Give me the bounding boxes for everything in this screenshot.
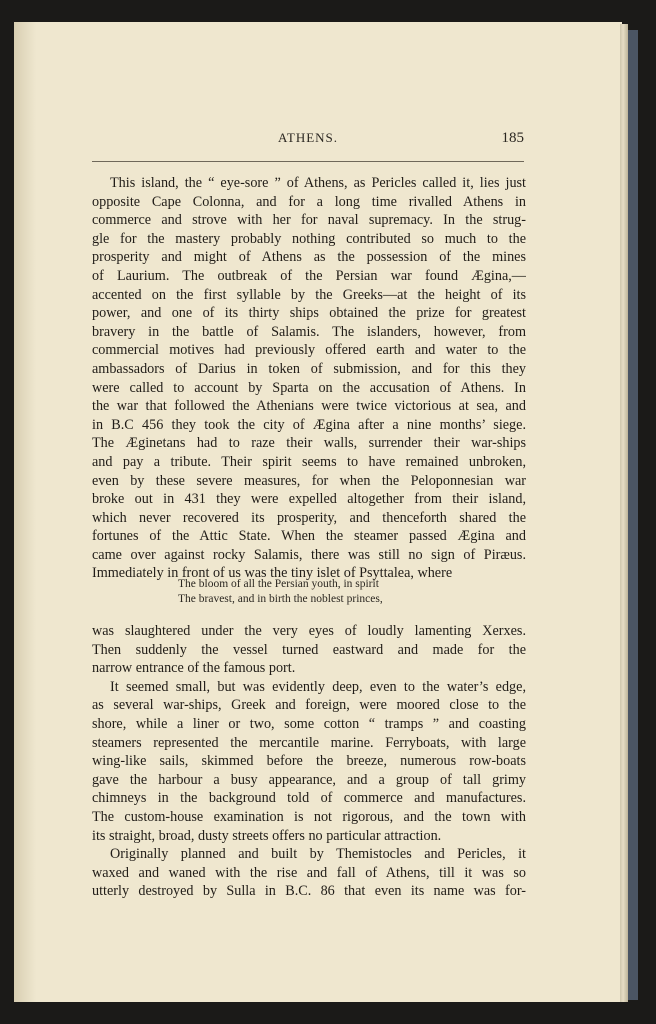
text-line: fortunes of the Attic State. When the steamer passed Ægina and: [92, 528, 526, 545]
text-line: Immediately in front of us was the tiny islet of Psyttalea, where: [92, 565, 453, 582]
text-line: came over against rocky Salamis, there was still no sign of Piræus.: [92, 546, 526, 563]
text-line: power, and one of its thirty ships obtained the prize for greatest: [92, 305, 526, 322]
text-line: was slaughtered under the very eyes of loudly lamenting Xerxes.: [92, 623, 526, 639]
text-line: of Laurium. The outbreak of the Persian war found Ægina,—: [92, 267, 526, 284]
text-line: ambassadors of Darius in token of submission, and for this they: [92, 360, 526, 377]
main-text-block-2: [92, 622, 526, 901]
text-line: steamers represented the mercantile marine. Ferryboats, with large: [92, 734, 526, 751]
text-line: The Æginetans had to raze their walls, surrender their war-ships: [92, 435, 526, 452]
text-line: even by these severe measures, for when the Peloponnesian war: [92, 472, 526, 489]
text-line: as several war-ships, Greek and foreign, were moored close to the: [92, 697, 526, 714]
text-line: This island, the “ eye-sore ” of Athens, as Pericles called it, lies just: [110, 175, 526, 191]
text-line: It seemed small, but was evidently deep, even to the water’s edge,: [110, 678, 526, 695]
page-edge: [620, 24, 628, 1002]
text-line: shore, while a liner or two, some cotton “ tramps ” and coasting: [92, 715, 526, 732]
text-line: were called to account by Sparta on the accusation of Athens. In: [92, 379, 526, 396]
running-header: [92, 130, 524, 150]
header-rule: [92, 161, 524, 162]
text-line: wing-like sails, skimmed before the breeze, numerous row-boats: [92, 753, 526, 770]
text-line: broke out in 431 they were expelled altogether from their island,: [92, 491, 526, 508]
book-cover-edge: [628, 30, 638, 1000]
text-line: Originally planned and built by Themistocles and Pericles, it: [110, 846, 526, 863]
text-line: opposite Cape Colonna, and for a long time rivalled Athens in: [92, 193, 526, 210]
text-line: The custom-house examination is not rigorous, and the town with: [92, 808, 526, 825]
text-line: and pay a tribute. Their spirit seems to have remained unbroken,: [92, 453, 526, 470]
text-line: which never recovered its prosperity, and thenceforth shared the: [92, 509, 526, 526]
quote-line: The bravest, and in birth the noblest princes,: [178, 593, 383, 605]
text-line: utterly destroyed by Sulla in B.C. 86 that even its name was for-: [92, 883, 526, 900]
page-gutter-shadow: [14, 22, 36, 1002]
text-line: in B.C 456 they took the city of Ægina after a nine months’ siege.: [92, 416, 526, 433]
quote-line: The bloom of all the Persian youth, in spirit: [178, 578, 379, 590]
text-line: commercial motives had previously offered earth and water to the: [92, 342, 526, 359]
text-line: accented on the first syllable by the Greeks—at the height of its: [92, 286, 526, 303]
text-line: Then suddenly the vessel turned eastward and made for the: [92, 641, 526, 658]
text-line: gle for the mastery probably nothing contributed so much to the: [92, 230, 526, 247]
verse-quotation: [178, 577, 478, 607]
text-line: gave the harbour a busy appearance, and a group of tall grimy: [92, 771, 526, 788]
text-line: commerce and strove with her for naval supremacy. In the strug-: [92, 212, 526, 229]
text-line: the war that followed the Athenians were twice victorious at sea, and: [92, 398, 526, 415]
text-line: waxed and waned with the rise and fall of Athens, till it was so: [92, 864, 526, 881]
main-text-block-1: [92, 174, 526, 583]
text-line: chimneys in the background told of commerce and manufactures.: [92, 790, 526, 807]
text-line: prosperity and might of Athens as the possession of the mines: [92, 249, 526, 266]
page-number: 185: [501, 130, 524, 146]
text-line: its straight, broad, dusty streets offers no particular attraction.: [92, 827, 442, 844]
text-line: narrow entrance of the famous port.: [92, 660, 296, 677]
running-title: ATHENS.: [277, 130, 339, 145]
text-line: bravery in the battle of Salamis. The islanders, however, from: [92, 323, 526, 340]
